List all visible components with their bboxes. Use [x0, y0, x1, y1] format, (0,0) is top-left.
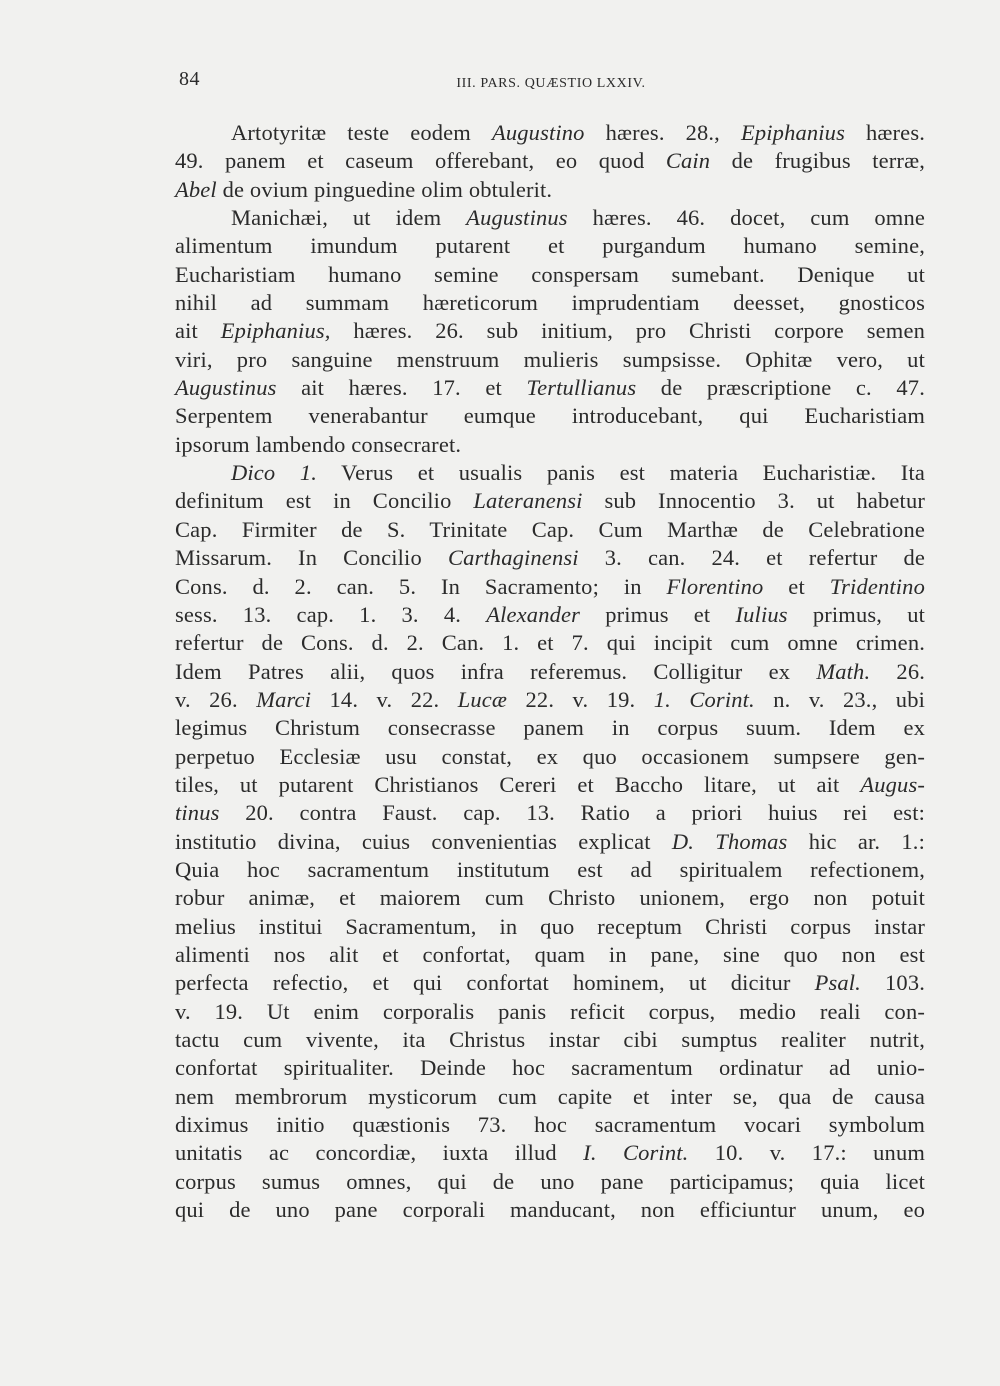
text-span: v. 26. — [175, 686, 257, 712]
text-line — [175, 1026, 925, 1054]
text-line — [175, 913, 925, 941]
text-line — [175, 232, 925, 260]
text-line — [175, 771, 925, 799]
text-line — [175, 1083, 925, 1111]
text-span: Artotyritæ teste eodem — [231, 120, 492, 145]
text-line — [175, 601, 925, 629]
text-line — [175, 374, 925, 402]
text-span: corpus sumus omnes, qui de uno pane participamus; quia licet — [175, 1168, 925, 1194]
text-line — [175, 431, 925, 459]
text-span: primus et — [580, 601, 736, 627]
italic-span: Marci — [256, 686, 312, 712]
text-span: primus, ut — [787, 601, 926, 627]
italic-span: D. Thomas — [671, 828, 788, 854]
italic-span: Iulius — [735, 601, 788, 627]
text-span: robur animæ, et maiorem cum Christo unionem, ergo non potuit — [175, 885, 925, 911]
text-line — [175, 1111, 925, 1139]
text-span: hæres. 46. docet, cum omne — [567, 205, 925, 231]
text-line — [175, 204, 925, 232]
italic-span: Math. — [816, 658, 871, 684]
italic-span: Tertullianus — [526, 375, 637, 401]
italic-span: Augustinus — [466, 205, 568, 231]
text-span: tiles, ut putarent Christianos Cereri et Baccho litare, ut ait — [175, 771, 861, 797]
text-line — [175, 487, 925, 515]
italic-span: Augustinus — [175, 375, 277, 401]
italic-span: Abel — [175, 176, 217, 202]
text-span: Idem Patres alii, quos infra referemus. Colligitur ex — [175, 658, 817, 684]
italic-span: Psal. — [814, 970, 861, 996]
text-span: Serpentem venerabantur eumque introducebant, qui Eucharistiam — [175, 403, 925, 429]
text-span: ait — [175, 318, 221, 344]
text-span: Missarum. In Concilio — [175, 545, 448, 571]
italic-span: Lateranensi — [473, 488, 583, 514]
italic-span: Alexander — [486, 601, 581, 627]
text-span: 20. contra Faust. cap. 13. Ratio a priori huius rei est: — [219, 800, 925, 826]
italic-span: Augustino — [491, 120, 585, 145]
italic-span: Tridentino — [829, 573, 925, 599]
text-line — [175, 317, 925, 345]
text-line — [175, 743, 925, 771]
italic-span: Florentino — [666, 573, 764, 599]
italic-span: tinus — [175, 800, 220, 826]
text-line — [175, 1196, 925, 1224]
text-line — [175, 176, 925, 204]
text-span: confortat spiritualiter. Deinde hoc sacramentum ordinatur ad unio- — [175, 1055, 925, 1081]
text-span: legimus Christum consecrasse panem in corpus suum. Idem ex — [175, 715, 925, 741]
text-span: alimenti nos alit et confortat, quam in pane, sine quo non est — [175, 941, 925, 967]
text-span: sess. 13. cap. 1. 3. 4. — [175, 601, 487, 627]
text-line — [175, 998, 925, 1026]
text-line — [175, 1139, 925, 1167]
text-span: de præscriptione c. 47. — [636, 375, 925, 401]
text-span: ipsorum lambendo consecraret. — [175, 431, 462, 457]
text-span: Quia hoc sacramentum institutum est ad spiritualem refectionem, — [175, 856, 925, 882]
body-text — [175, 119, 925, 1224]
text-span: 3. can. 24. et refertur de — [578, 545, 925, 571]
text-span: definitum est in Concilio — [175, 488, 474, 514]
text-line — [175, 402, 925, 430]
text-span: 22. v. 19. — [507, 686, 654, 712]
text-span: v. 19. Ut enim corporalis panis reficit corpus, medio reali con- — [175, 998, 925, 1024]
text-line — [175, 884, 925, 912]
text-line — [175, 119, 925, 147]
text-line — [175, 147, 925, 175]
text-span: Eucharistiam humano semine conspersam sumebant. Denique ut — [175, 261, 925, 287]
text-line — [175, 969, 925, 997]
text-span: de ovium pinguedine olim obtulerit. — [216, 176, 553, 202]
text-line — [175, 459, 925, 487]
text-span: 49. panem et caseum offerebant, eo quod — [175, 148, 666, 174]
text-span: n. v. 23., ubi — [754, 686, 926, 712]
text-span: nihil ad summam hæreticorum imprudentiam deesset, gnosticos — [175, 290, 925, 316]
text-line — [175, 516, 925, 544]
text-line — [175, 629, 925, 657]
text-span: 26. — [870, 658, 925, 684]
text-span: unitatis ac concordiæ, iuxta illud — [175, 1140, 584, 1166]
text-span: hæres. 26. sub initium, pro Christi corpore semen — [330, 318, 925, 344]
text-span: institutio divina, cuius convenientias explicat — [175, 828, 672, 854]
italic-span: Epiphanius, — [220, 318, 331, 344]
text-line — [175, 544, 925, 572]
text-line — [175, 828, 925, 856]
text-line — [175, 686, 925, 714]
text-line — [175, 573, 925, 601]
running-head: III. PARS. QUÆSTIO LXXIV. — [456, 76, 646, 91]
text-line — [175, 799, 925, 827]
italic-span: Lucæ — [457, 686, 508, 712]
text-span: Cons. d. 2. can. 5. In Sacramento; in — [175, 573, 667, 599]
text-line — [175, 261, 925, 289]
text-span: de frugibus terræ, — [710, 148, 926, 174]
text-span: hæres. 28., — [584, 120, 741, 145]
italic-span: 1. Corint. — [653, 686, 755, 712]
page-number: 84 — [179, 68, 200, 90]
text-span: refertur de Cons. d. 2. Can. 1. et 7. qui incipit cum omne crimen. — [175, 630, 925, 656]
text-span: alimentum imundum putarent et purgandum humano semine, — [175, 233, 925, 259]
text-span: Cap. Firmiter de S. Trinitate Cap. Cum Marthæ de Celebratione — [175, 516, 925, 542]
text-span: perfecta refectio, et qui confortat hominem, ut dicitur — [175, 970, 815, 996]
text-span: diximus initio quæstionis 73. hoc sacramentum vocari symbolum — [175, 1112, 925, 1138]
text-line — [175, 658, 925, 686]
text-line — [175, 346, 925, 374]
text-line — [175, 1168, 925, 1196]
italic-span: Dico 1. — [231, 460, 318, 486]
text-span: et — [763, 573, 830, 599]
italic-span: Carthaginensi — [447, 545, 579, 571]
text-span: 103. — [860, 970, 925, 996]
text-span: viri, pro sanguine menstruum mulieris sumpsisse. Ophitæ vero, ut — [175, 346, 925, 372]
text-span: hic ar. 1.: — [787, 828, 925, 854]
text-span: qui de uno pane corporali manducant, non efficiuntur unum, eo — [175, 1197, 925, 1223]
italic-span: Cain — [665, 148, 711, 174]
italic-span: Augus- — [860, 771, 925, 797]
text-span: perpetuo Ecclesiæ usu constat, ex quo occasionem sumpsere gen- — [175, 743, 925, 769]
text-span: sub Innocentio 3. ut habetur — [582, 488, 925, 514]
text-span: hæres. — [844, 120, 926, 145]
text-line — [175, 714, 925, 742]
text-line — [175, 856, 925, 884]
text-line — [175, 1054, 925, 1082]
text-span: melius institui Sacramentum, in quo receptum Christi corpus instar — [175, 913, 925, 939]
text-span: 14. v. 22. — [311, 686, 458, 712]
text-span: Verus et usualis panis est materia Eucharistiæ. Ita — [317, 460, 925, 486]
text-span: ait hæres. 17. et — [276, 375, 527, 401]
text-span: nem membrorum mysticorum cum capite et inter se, qua de causa — [175, 1083, 925, 1109]
text-line — [175, 289, 925, 317]
italic-span: I. Corint. — [583, 1140, 689, 1166]
text-span: tactu cum vivente, ita Christus instar cibi sumptus realiter nutrit, — [175, 1027, 925, 1052]
text-span: Manichæi, ut idem — [231, 205, 467, 231]
italic-span: Epiphanius — [740, 120, 845, 145]
text-line — [175, 941, 925, 969]
text-span: 10. v. 17.: unum — [688, 1140, 925, 1166]
